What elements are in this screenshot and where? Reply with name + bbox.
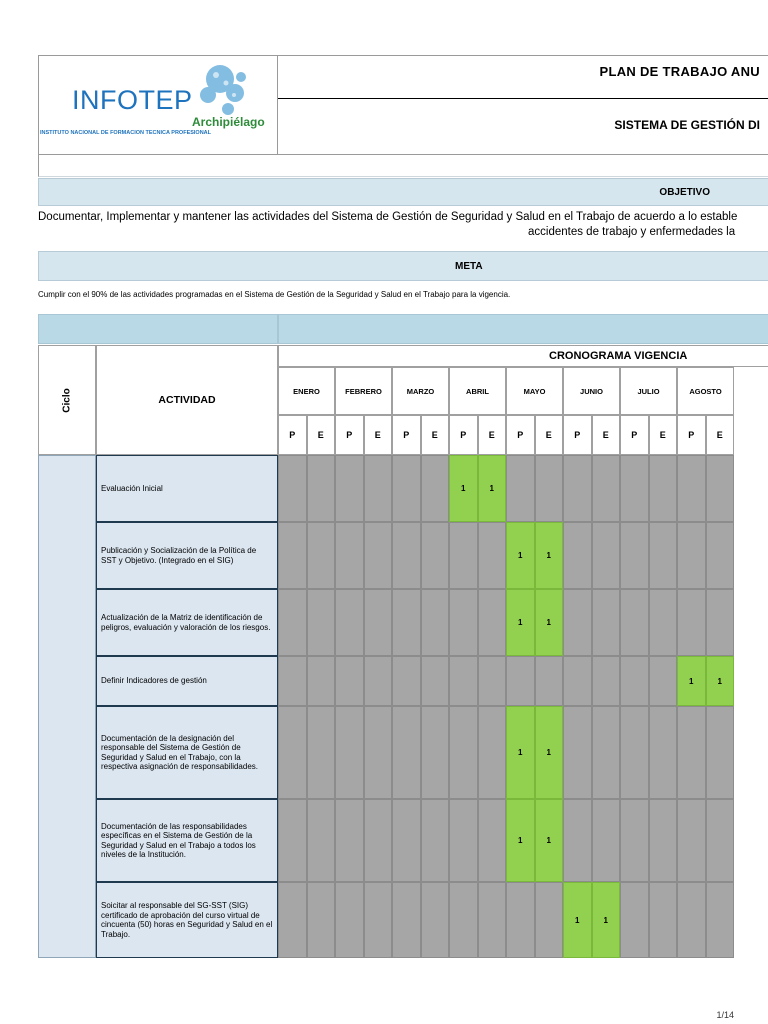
schedule-cell [649, 522, 678, 589]
schedule-cell [278, 706, 307, 799]
schedule-cell [478, 522, 507, 589]
schedule-cell-active: 1 [535, 589, 564, 656]
schedule-cell [620, 522, 649, 589]
schedule-cell [278, 455, 307, 522]
schedule-cell-active: 1 [677, 656, 706, 706]
schedule-cell [449, 656, 478, 706]
month-header-5: JUNIO [563, 367, 620, 415]
schedule-cell [421, 522, 450, 589]
logo-sub: Archipiélago [192, 115, 265, 129]
schedule-cell [307, 656, 336, 706]
schedule-cell-active: 1 [563, 882, 592, 958]
schedule-cell [364, 656, 393, 706]
schedule-cell-active: 1 [506, 799, 535, 882]
objetivo-line2: accidentes de trabajo y enfermedades la [528, 226, 736, 238]
schedule-cell [478, 589, 507, 656]
schedule-cell [649, 882, 678, 958]
schedule-cell [307, 706, 336, 799]
schedule-cell [706, 706, 735, 799]
header-strip-right [278, 314, 768, 344]
schedule-cell [620, 589, 649, 656]
schedule-cell [335, 522, 364, 589]
schedule-cell [535, 882, 564, 958]
schedule-cell [421, 455, 450, 522]
schedule-cell-active: 1 [535, 706, 564, 799]
schedule-cell [421, 706, 450, 799]
activity-cell: Definir Indicadores de gestión [96, 656, 278, 706]
objetivo-line1: Documentar, Implementar y mantener las actividades del Sistema de Gestión de Seguridad y Salud en el Trabajo de acuerdo a lo estable [38, 211, 738, 223]
schedule-cell-active: 1 [535, 522, 564, 589]
subheader-p-7: P [677, 415, 706, 455]
schedule-cell [649, 799, 678, 882]
month-header-3: ABRIL [449, 367, 506, 415]
schedule-cell-active: 1 [592, 882, 621, 958]
schedule-cell [392, 706, 421, 799]
plan-subtitle: SISTEMA DE GESTIÓN DI [614, 118, 760, 132]
schedule-cell [278, 882, 307, 958]
ciclo-column [38, 455, 96, 958]
activity-cell: Evaluación Inicial [96, 455, 278, 522]
subheader-e-1: E [364, 415, 393, 455]
header-strip-left [38, 314, 278, 344]
schedule-cell [592, 706, 621, 799]
month-header-0: ENERO [278, 367, 335, 415]
schedule-cell [535, 455, 564, 522]
schedule-cell [478, 799, 507, 882]
title-divider [278, 98, 768, 99]
schedule-cell [392, 522, 421, 589]
schedule-cell [364, 882, 393, 958]
schedule-cell [335, 706, 364, 799]
logo-name: INFOTEP [72, 85, 193, 115]
schedule-cell [392, 589, 421, 656]
schedule-cell [449, 882, 478, 958]
schedule-cell [335, 589, 364, 656]
schedule-cell [677, 799, 706, 882]
schedule-cell [706, 522, 735, 589]
subheader-e-0: E [307, 415, 336, 455]
schedule-cell [706, 882, 735, 958]
schedule-cell [307, 589, 336, 656]
activity-cell: Soicitar al responsable del SG-SST (SIG) certificado de aprobación del curso virtual de cincuenta (50) horas en Seguridad y Salud en el Trabajo. [96, 882, 278, 958]
schedule-cell [307, 455, 336, 522]
schedule-cell [706, 589, 735, 656]
schedule-cell-active: 1 [449, 455, 478, 522]
meta-label: META [455, 261, 483, 272]
schedule-cell [649, 589, 678, 656]
subheader-e-4: E [535, 415, 564, 455]
schedule-cell [506, 656, 535, 706]
schedule-cell [620, 706, 649, 799]
schedule-cell [677, 882, 706, 958]
schedule-cell [592, 589, 621, 656]
schedule-cell [364, 455, 393, 522]
schedule-cell [449, 706, 478, 799]
schedule-cell-active: 1 [506, 522, 535, 589]
schedule-cell [506, 455, 535, 522]
schedule-cell [535, 656, 564, 706]
schedule-cell [478, 882, 507, 958]
schedule-cell [278, 656, 307, 706]
schedule-cell [421, 799, 450, 882]
schedule-cell [706, 799, 735, 882]
schedule-cell [335, 882, 364, 958]
schedule-cell [307, 882, 336, 958]
schedule-cell-active: 1 [506, 706, 535, 799]
schedule-cell [620, 656, 649, 706]
subheader-p-1: P [335, 415, 364, 455]
activity-cell: Documentación de las responsabilidades específicas en el Sistema de Gestión de la Seguridad y Salud en el Trabajo a todos los niveles de la Institución. [96, 799, 278, 882]
schedule-cell [278, 799, 307, 882]
schedule-cell [364, 589, 393, 656]
subheader-e-3: E [478, 415, 507, 455]
schedule-cell [649, 706, 678, 799]
schedule-cell [620, 882, 649, 958]
schedule-cell [592, 656, 621, 706]
schedule-cell [364, 799, 393, 882]
ciclo-header-label: Ciclo [61, 387, 73, 413]
schedule-cell [649, 656, 678, 706]
schedule-cell [278, 589, 307, 656]
logo-cell [38, 55, 278, 155]
schedule-cell [449, 589, 478, 656]
objetivo-text [38, 210, 768, 240]
schedule-cell [563, 455, 592, 522]
ciclo-header [38, 345, 96, 455]
month-header-7: AGOSTO [677, 367, 734, 415]
objetivo-label: OBJETIVO [659, 187, 710, 198]
schedule-cell [620, 799, 649, 882]
subheader-p-5: P [563, 415, 592, 455]
schedule-cell [506, 882, 535, 958]
month-header-4: MAYO [506, 367, 563, 415]
schedule-cell [478, 706, 507, 799]
schedule-cell [592, 522, 621, 589]
schedule-cell-active: 1 [506, 589, 535, 656]
schedule-cell [392, 799, 421, 882]
schedule-cell [677, 455, 706, 522]
subheader-e-6: E [649, 415, 678, 455]
schedule-cell [592, 455, 621, 522]
meta-text: Cumplir con el 90% de las actividades programadas en el Sistema de Gestión de la Seguridad y Salud en el Trabajo para la vigencia. [38, 290, 511, 299]
subheader-p-0: P [278, 415, 307, 455]
schedule-cell-active: 1 [478, 455, 507, 522]
objetivo-band [38, 178, 768, 206]
schedule-cell [392, 656, 421, 706]
schedule-cell-active: 1 [535, 799, 564, 882]
schedule-cell [677, 589, 706, 656]
cronograma-header: CRONOGRAMA VIGENCIA [278, 345, 768, 367]
schedule-cell [278, 522, 307, 589]
schedule-cell [563, 656, 592, 706]
schedule-cell [421, 589, 450, 656]
schedule-cell [364, 522, 393, 589]
schedule-cell [307, 522, 336, 589]
schedule-cell [364, 706, 393, 799]
schedule-cell [392, 455, 421, 522]
schedule-cell [563, 706, 592, 799]
schedule-cell [592, 799, 621, 882]
actividad-header: ACTIVIDAD [96, 345, 278, 455]
schedule-cell [335, 455, 364, 522]
schedule-cell [421, 882, 450, 958]
schedule-cell [421, 656, 450, 706]
schedule-cell-active: 1 [706, 656, 735, 706]
schedule-cell [649, 455, 678, 522]
subheader-e-7: E [706, 415, 735, 455]
subheader-p-6: P [620, 415, 649, 455]
schedule-cell [307, 799, 336, 882]
schedule-cell [563, 799, 592, 882]
schedule-cell [706, 455, 735, 522]
plan-title: PLAN DE TRABAJO ANU [599, 64, 760, 79]
subheader-p-4: P [506, 415, 535, 455]
page-number: 1/14 [716, 1010, 734, 1020]
logo-tagline: INSTITUTO NACIONAL DE FORMACION TECNICA PROFESIONAL [40, 130, 212, 136]
schedule-cell [392, 882, 421, 958]
activity-cell: Documentación de la designación del responsable del Sistema de Gestión de Seguridad y Salud en el Trabajo, con la respectiva asignación de responsabilidades. [96, 706, 278, 799]
schedule-cell [677, 706, 706, 799]
subheader-e-2: E [421, 415, 450, 455]
activity-cell: Actualización de la Matriz de identificación de peligros, evaluación y valoración de los riesgos. [96, 589, 278, 656]
subheader-e-5: E [592, 415, 621, 455]
schedule-cell [563, 522, 592, 589]
schedule-cell [478, 656, 507, 706]
meta-band [38, 251, 768, 281]
month-header-1: FEBRERO [335, 367, 392, 415]
schedule-cell [335, 656, 364, 706]
schedule-cell [449, 799, 478, 882]
month-header-6: JULIO [620, 367, 677, 415]
schedule-cell [677, 522, 706, 589]
month-header-2: MARZO [392, 367, 449, 415]
subheader-p-3: P [449, 415, 478, 455]
spacer-row [38, 155, 768, 177]
subheader-p-2: P [392, 415, 421, 455]
schedule-cell [335, 799, 364, 882]
activity-cell: Publicación y Socialización de la Política de SST y Objetivo. (Integrado en el SIG) [96, 522, 278, 589]
schedule-cell [620, 455, 649, 522]
schedule-cell [449, 522, 478, 589]
schedule-cell [563, 589, 592, 656]
